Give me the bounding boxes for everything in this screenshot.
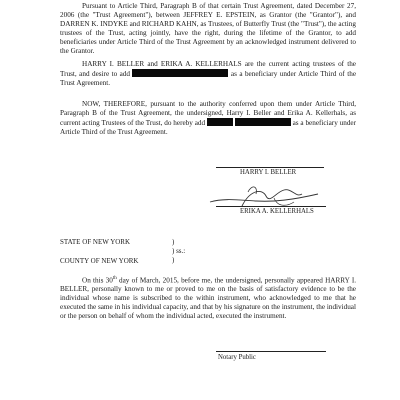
paragraph-current-trustees [60,60,356,88]
signature-line [216,167,324,168]
notary-signature-line [216,351,326,352]
redaction-bar [235,118,291,126]
venue-bracket-top: ) [172,238,175,246]
signer-name-kellerhals: ERIKA A. KELLERHALS [240,208,314,215]
paragraph-2-text-b: as a beneficiary under Article Third of the Trust Agreement. [60,70,357,87]
paragraph-acknowledgment [60,274,356,321]
notary-public-label: Notary Public [218,354,256,361]
redaction-bar [207,118,233,126]
paragraph-3-text-a: NOW, THEREFORE, pursuant to the authority conferred upon them under Article Third, Paragraph B of the Trust Agreement, the undersigned, Harry I. Beller and Erika A. Kellerhals, as current acting Trustees of the Trust, do hereby add [60,100,356,127]
venue-county: COUNTY OF NEW YORK [60,257,139,265]
signer-name-beller: HARRY I. BELLER [240,169,297,176]
ack-ordinal: th [112,276,117,281]
signature-line [216,206,326,207]
venue-state: STATE OF NEW YORK [60,238,131,246]
ack-text: day of March, 2015, before me, the undersigned, personally appeared HARRY I. BELLER, personally known to me or proved to me on the basis of satisfactory evidence to be the individual whose name is subscribed to the within instrument, who acknowledged to me that he executed the same in his individual capacity, and that by his signature on the instrument, the individual or the person on behalf of whom the individual acted, executed the instrument. [60,276,357,321]
paragraph-now-therefore [60,100,356,137]
paragraph-3-text-b: as a beneficiary under Article Third of the Trust Agreement. [60,119,356,136]
paragraph-2-text-a: HARRY I. BELLER and ERIKA A. KELLERHALS are the current acting trustees of the Trust, and desire to add [60,60,356,78]
paragraph-trust-agreement [60,2,356,56]
redaction-bar [132,69,228,77]
venue-bracket-bottom: ) [172,256,175,264]
venue-bracket-ss: ) ss.: [172,247,186,255]
ack-on-this: On this 30 [82,276,113,285]
paragraph-1-text: Pursuant to Article Third, Paragraph B of that certain Trust Agreement, dated December 27, 2006 (the "Trust Agreement"), between JEFFREY E. EPSTEIN, as Grantor (the "Grantor"), and DARREN K. INDYKE and RICHARD KAHN, as Trustees, of Butterfly Trust (the "Trust"), the acting trustees of the Trust, acting jointly, have the right, during the lifetime of the Grantor, to add beneficiaries under Article Third of the Trust Agreement by an acknowledged instrument delivered to the Grantor. [60,2,356,55]
